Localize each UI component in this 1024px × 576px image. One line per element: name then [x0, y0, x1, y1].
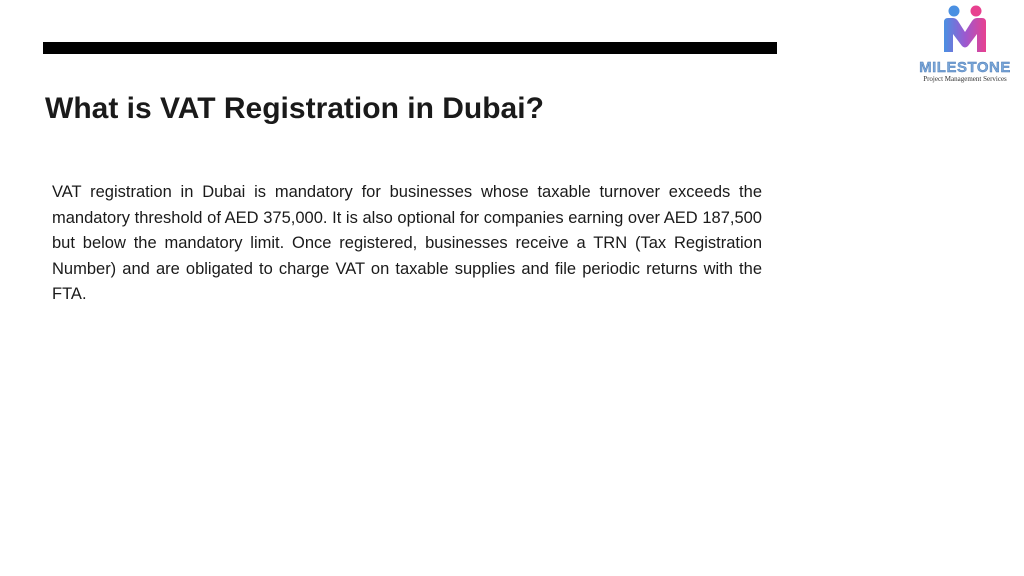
milestone-logo	[910, 4, 1020, 84]
milestone-logo-icon	[939, 4, 991, 56]
slide-title: What is VAT Registration in Dubai?	[45, 92, 544, 125]
logo-tagline: Project Management Services	[923, 75, 1007, 83]
header-divider-bar	[43, 42, 777, 54]
logo-name: MILESTONE	[919, 59, 1011, 76]
slide-body-text: VAT registration in Dubai is mandatory for businesses whose taxable turnover exceeds the mandatory threshold of AED 375,000. It is also optional for companies earning over AED 187,500 but below the mandatory limit. Once registered, businesses receive a TRN (Tax Registration Number) and are obligated to charge VAT on taxable supplies and file periodic returns with the FTA.	[52, 183, 762, 303]
